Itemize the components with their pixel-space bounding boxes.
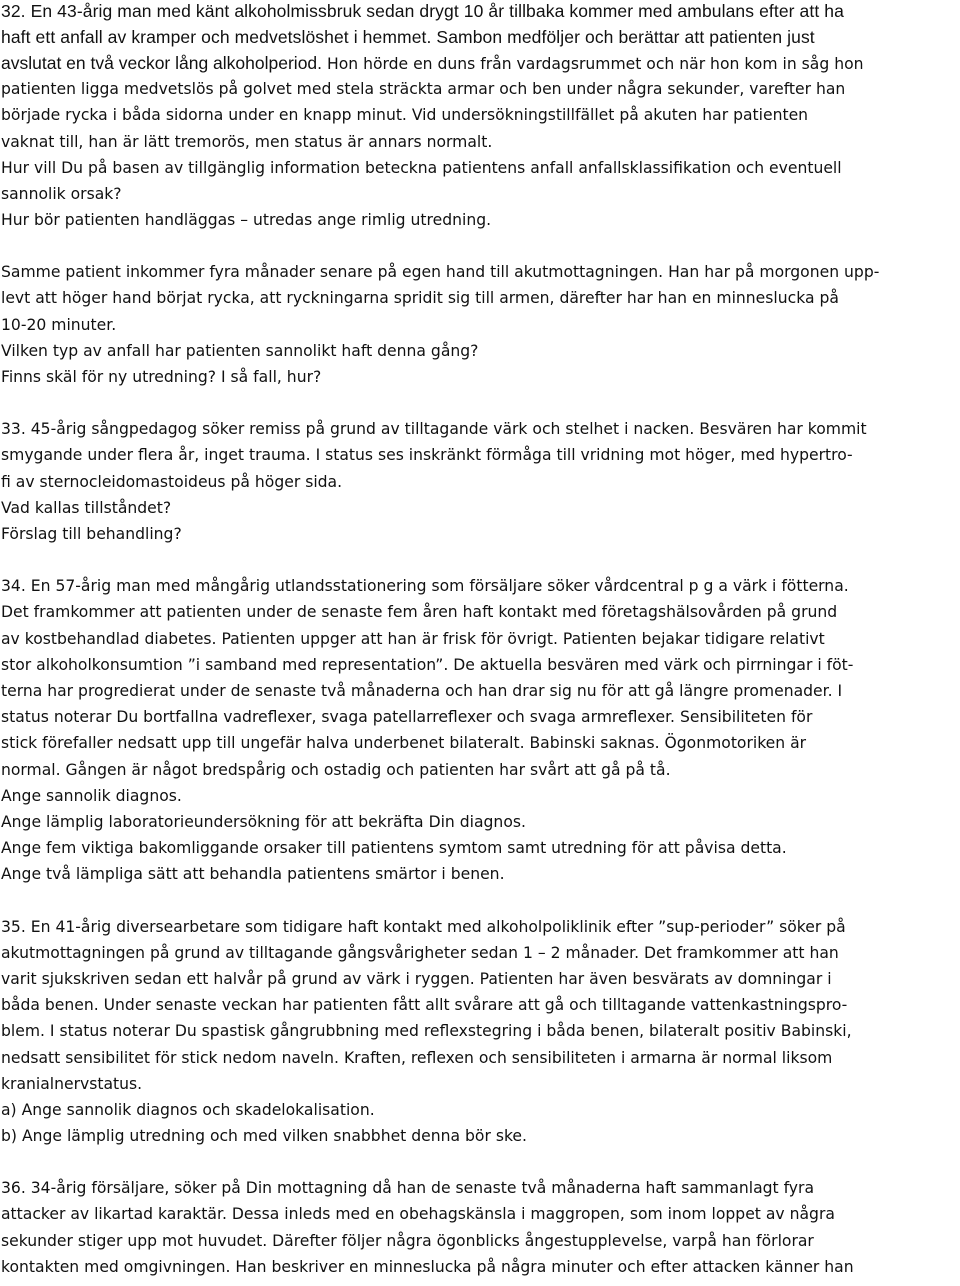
text-line: av kostbehandlad diabetes. Patienten uppger att han är frisk för övrigt. Patienten bejakar tidigare relativt bbox=[1, 630, 825, 648]
text-line: Förslag till behandling? bbox=[1, 525, 182, 543]
text-line: kontakten med omgivningen. Han beskriver en minneslucka på några minuter och efter attacken känner han bbox=[1, 1258, 854, 1276]
text-line: stick förefaller nedsatt upp till ungefär halva underbenet bilateralt. Babinski saknas. Ögonmotoriken är bbox=[1, 734, 807, 752]
text-line: 36. 34-årig försäljare, söker på Din mottagning då han de senaste två månaderna haft sammanlagt fyra bbox=[1, 1179, 814, 1197]
text-line: 32. En 43-årig man med känt alkoholmissbruk sedan drygt 10 år tillbaka kommer med ambulans efter att ha bbox=[1, 1, 844, 21]
text-line: patienten ligga medvetslös på golvet med stela sträckta armar och ben under några sekunder, varefter han bbox=[1, 80, 846, 98]
text-line: akutmottagningen på grund av tilltagande gångsvårigheter sedan 1 – 2 månader. Det framkommer att han bbox=[1, 944, 839, 962]
text-line: Vad kallas tillståndet? bbox=[1, 499, 172, 517]
text-line: båda benen. Under senaste veckan har patienten fått allt svårare att gå och tilltagande vattenkastningspro- bbox=[1, 996, 848, 1014]
text-line: nedsatt sensibilitet för stick nedom naveln. Kraften, reflexen och sensibiliteten i armarna är normal liksom bbox=[1, 1049, 833, 1067]
text-line: kranialnervstatus. bbox=[1, 1075, 143, 1093]
text-line: sekunder stiger upp mot huvudet. Därefter följer några ögonblicks ångestupplevelse, varpå han förlorar bbox=[1, 1232, 814, 1250]
text-line: 33. 45-årig sångpedagog söker remiss på grund av tilltagande värk och stelhet i nacken. Besvären har kommit bbox=[1, 420, 867, 438]
text-segment: avslutat en två veckor lång alkoholperiod. bbox=[1, 53, 323, 73]
text-line: Ange lämplig laboratorieundersökning för att bekräfta Din diagnos. bbox=[1, 813, 526, 831]
text-line: Hur vill Du på basen av tillgänglig information beteckna patientens anfall anfallsklassifikation och eventuell bbox=[1, 159, 842, 177]
text-line: sannolik orsak? bbox=[1, 185, 122, 203]
text-line: normal. Gången är något bredspårig och ostadig och patienten har svårt att gå på tå. bbox=[1, 761, 671, 779]
text-line: Det framkommer att patienten under de senaste fem åren haft kontakt med företagshälsovården på grund bbox=[1, 603, 838, 621]
text-segment: Hon hörde en duns från vardagsrummet och när hon kom in såg hon bbox=[326, 55, 864, 73]
text-line: smygande under flera år, inget trauma. I status ses inskränkt förmåga till vridning mot höger, med hypertro- bbox=[1, 446, 853, 464]
text-line: blem. I status noterar Du spastisk gångrubbning med reflexstegring i båda benen, bilateralt positiv Babinski, bbox=[1, 1022, 852, 1040]
text-line: 35. En 41-årig diversearbetare som tidigare haft kontakt med alkoholpoliklinik efter ”sup-perioder” söker på bbox=[1, 918, 846, 936]
text-line: status noterar Du bortfallna vadreflexer, svaga patellarreflexer och svaga armreflexer. Sensibiliteten för bbox=[1, 708, 813, 726]
text-line: Samme patient inkommer fyra månader senare på egen hand till akutmottagningen. Han har på morgonen upp- bbox=[1, 263, 880, 281]
text-line: varit sjukskriven sedan ett halvår på grund av värk i ryggen. Patienten har även besvärats av domningar i bbox=[1, 970, 832, 988]
text-line: haft ett anfall av kramper och medvetslöshet i hemmet. Sambon medföljer och berättar att patienten just bbox=[1, 27, 815, 47]
text-line: b) Ange lämplig utredning och med vilken snabbhet denna bör ske. bbox=[1, 1127, 527, 1145]
text-line: Ange två lämpliga sätt att behandla patientens smärtor i benen. bbox=[1, 865, 505, 883]
text-line: började rycka i båda sidorna under en knapp minut. Vid undersökningstillfället på akuten har patienten bbox=[1, 106, 809, 124]
text-line: Finns skäl för ny utredning? I så fall, hur? bbox=[1, 368, 322, 386]
text-line: terna har progredierat under de senaste två månaderna och han drar sig nu för att gå längre promenader. I bbox=[1, 682, 843, 700]
text-line: a) Ange sannolik diagnos och skadelokalisation. bbox=[1, 1101, 375, 1119]
text-line: 34. En 57-årig man med mångårig utlandsstationering som försäljare söker vårdcentral p g a värk i fötterna. bbox=[1, 577, 849, 595]
text-line: stor alkoholkonsumtion ”i samband med representation”. De aktuella besvären med värk och pirrningar i föt- bbox=[1, 656, 854, 674]
text-line: vaknat till, han är lätt tremorös, men status är annars normalt. bbox=[1, 133, 493, 151]
text-line-mixed bbox=[1, 52, 864, 74]
text-line: Hur bör patienten handläggas – utredas ange rimlig utredning. bbox=[1, 211, 492, 229]
text-line: Ange sannolik diagnos. bbox=[1, 787, 182, 805]
text-line: Vilken typ av anfall har patienten sannolikt haft denna gång? bbox=[1, 342, 479, 360]
text-line: 10-20 minuter. bbox=[1, 316, 117, 334]
text-line: attacker av likartad karaktär. Dessa inleds med en obehagskänsla i maggropen, som inom loppet av några bbox=[1, 1205, 835, 1223]
text-line: Ange fem viktiga bakomliggande orsaker till patientens symtom samt utredning för att påvisa detta. bbox=[1, 839, 787, 857]
text-line: levt att höger hand börjat rycka, att ryckningarna spridit sig till armen, därefter har han en minneslucka på bbox=[1, 289, 839, 307]
text-line: fi av sternocleidomastoideus på höger sida. bbox=[1, 473, 343, 491]
